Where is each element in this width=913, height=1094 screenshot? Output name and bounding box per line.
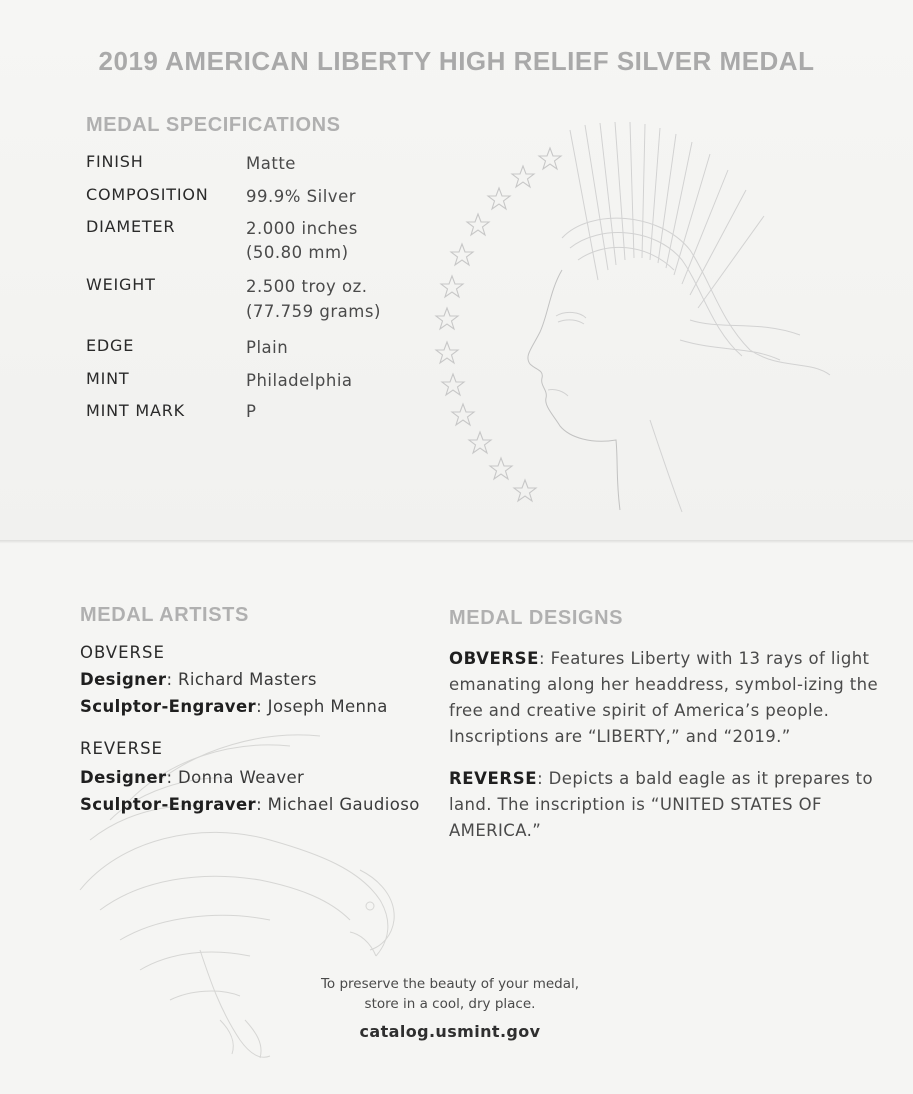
spec-value-secondary: (77.759 grams) [246, 302, 381, 321]
artists-obverse-heading: OBVERSE [80, 643, 165, 662]
star-icon [452, 404, 474, 425]
obverse-sculptor [80, 697, 388, 716]
spec-label: COMPOSITION [86, 185, 209, 204]
star-icon [442, 374, 464, 395]
spec-value: 2.500 troy oz. [246, 277, 368, 296]
star-icon [441, 276, 463, 297]
sculptor-name: : Michael Gaudioso [256, 795, 420, 814]
sculptor-label: Sculptor-Engraver [80, 697, 257, 716]
designer-label: Designer [80, 670, 167, 689]
star-icon [436, 308, 458, 329]
star-icon [469, 432, 491, 453]
spec-label: EDGE [86, 336, 135, 355]
artists-heading: MEDAL ARTISTS [80, 604, 249, 626]
star-icon [451, 244, 473, 265]
care-line-1: To preserve the beauty of your medal, [320, 976, 580, 992]
star-icon [512, 166, 534, 187]
spec-label: WEIGHT [86, 275, 156, 294]
star-icon [488, 188, 510, 209]
obverse-label: OBVERSE [449, 649, 540, 668]
spec-value: Plain [246, 338, 289, 357]
reverse-description [449, 766, 879, 844]
care-line-2: store in a cool, dry place. [364, 996, 536, 1012]
spec-value: Philadelphia [246, 371, 353, 390]
star-icon [514, 480, 536, 501]
spec-label: DIAMETER [86, 217, 176, 236]
spec-value: 99.9% Silver [246, 187, 357, 206]
spec-label: MINT MARK [86, 401, 185, 420]
spec-value-secondary: (50.80 mm) [246, 243, 349, 262]
obverse-text: : Features Liberty with 13 rays of light emanating along her headdress, symbol-izing the free and creative spirit of America’s people. Inscriptions are “LIBERTY,” and “2019.” [449, 649, 879, 746]
spec-value: P [246, 402, 257, 421]
star-icon [467, 214, 489, 235]
page-title: 2019 AMERICAN LIBERTY HIGH RELIEF SILVER MEDAL [98, 46, 815, 76]
obverse-designer [80, 670, 317, 689]
obverse-description [449, 646, 879, 750]
spec-value: Matte [246, 154, 296, 173]
designer-name: : Donna Weaver [166, 768, 305, 787]
star-icon [539, 148, 561, 169]
star-icon [490, 458, 512, 479]
reverse-text: : Depicts a bald eagle as it prepares to land. The inscription is “UNITED STATES OF AMERICA.” [449, 769, 873, 840]
artists-reverse-heading: REVERSE [80, 739, 163, 758]
sculptor-label: Sculptor-Engraver [80, 795, 257, 814]
reverse-label: REVERSE [449, 769, 538, 788]
spec-label: MINT [86, 369, 130, 388]
reverse-designer [80, 768, 304, 787]
spec-label: FINISH [86, 152, 144, 171]
care-instructions [250, 974, 650, 1014]
catalog-url[interactable]: catalog.usmint.gov [359, 1022, 541, 1041]
spec-value: 2.000 inches [246, 219, 358, 238]
liberty-profile-illustration [420, 120, 860, 530]
designs-heading: MEDAL DESIGNS [449, 607, 624, 629]
designer-label: Designer [80, 768, 167, 787]
sculptor-name: : Joseph Menna [256, 697, 388, 716]
specifications-heading: MEDAL SPECIFICATIONS [86, 114, 341, 136]
reverse-sculptor [80, 795, 420, 814]
designer-name: : Richard Masters [166, 670, 317, 689]
star-icon [436, 342, 458, 363]
